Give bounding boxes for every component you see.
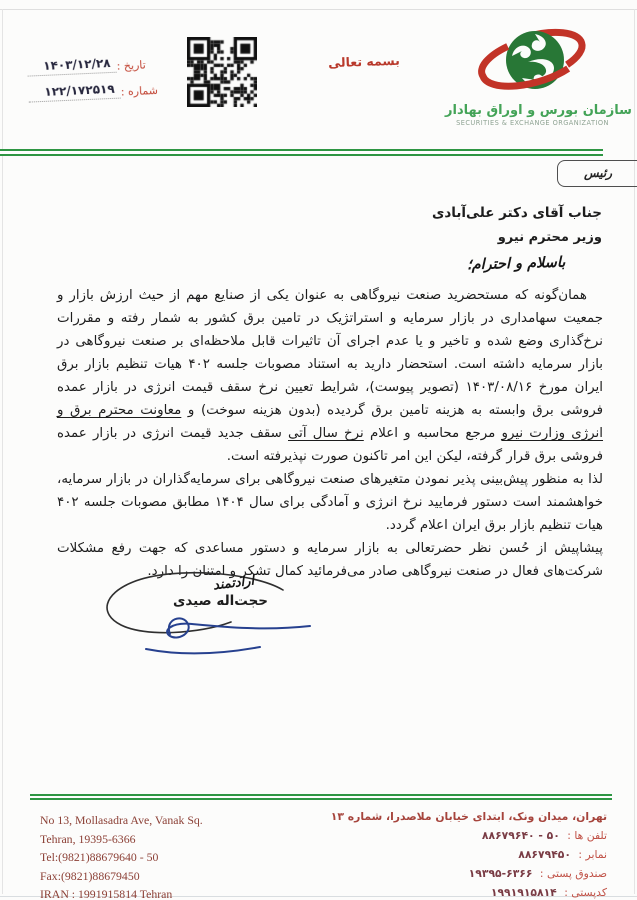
footer-divider-line [30,794,612,800]
fax-label: نمابر : [578,848,607,861]
footer-address-en [40,811,203,900]
signatory-name: حجت‌اله صیدی [172,593,269,609]
paragraph-3: پیشاپیش از حُسن نظر حضرتعالی به بازار سرمایه و دستور مساعدی که جهت رفع مشکلات شرکت‌های فعال در صنعت نیروگاهی صادر می‌فرمائید کمال تشکر و امتنان را دارد. [57,541,603,579]
pobox-label: صندوق پستی : [539,867,607,880]
number-row [28,78,194,102]
footer-fa-phones [331,826,607,845]
date-value: ۱۴۰۳/۱۲/۲۸ [27,56,117,77]
p1-text-b: مرجع محاسبه و اعلام [363,426,502,441]
date-row [27,52,193,76]
qr-code [187,37,257,107]
position-badge-label: رئیس [584,165,613,180]
date-label: تاریخ : [116,58,147,73]
salutation-script: باسلام و احترام؛ [466,254,566,274]
postalcode-value: ۱۹۹۱۹۱۵۸۱۴ [490,886,557,899]
position-badge [557,160,637,187]
postalcode-label: کدپستی : [564,886,607,899]
number-label: شماره : [120,83,159,99]
footer-fa-postalcode [331,883,607,900]
footer-en-line: Fax:(9821)88679450 [40,868,140,883]
header-divider-line [0,149,603,156]
p1-underlined-ministry: معاونت محترم برق و انرژی وزارت نیرو [57,403,604,441]
number-value: ۱۲۲/۱۷۲۵۱۹ [28,82,121,103]
phones-label: تلفن ها : [567,829,607,842]
phones-value: ۸۸۶۷۹۶۴۰ - ۵۰ [481,829,560,842]
paragraph-2: لذا به منظور پیش‌بینی پذیر نمودن متغیرهای صنعت نیروگاهی برای سرمایه‌گذاران در بازار سرمایه، خواهشمند است دستور فرمایید نرخ انرژی و آمادگی برای سال ۱۴۰۴ مطابق مصوبات جلسه ۴۰۲ هیات تنظیم بازار برق ایران اعلام گردد. [57,472,603,533]
page-edge-top [0,9,637,10]
globe-orbit-logo-icon [472,22,594,102]
recipient-name: جناب آقای دکتر علی‌آبادی [431,205,602,221]
bismillah-text: بسمه تعالی [327,52,400,71]
footer-fa-fax [331,845,607,864]
footer-fa-pobox [331,864,607,883]
p1-text-a: همان‌گونه که مستحضرید صنعت نیروگاهی به عنوان یکی از صنایع مهم از حیث ارزش بازار و جمعیت سهامداری در بازار سرمایه و استراتژیک در تامین برق کشور به شمار رفته و مقررات نرخ‌گذاری وضع شده و تاخیر و یا عدم اجرای آن تاثیرات قابل ملاحظه‌ای بر صنعت نیروگاهی در بازار سرمایه داشته است. استحضار دارید به استناد مصوبات جلسه ۴۰۲ هیات تنظیم بازار برق ایران مورخ ۱۴۰۳/۰۸/۱۶ (تصویر پیوست)، شرایط تعیین نرخ سقف قیمت انرژی در بازار عمده فروشی برق وابسته به هزینه تامین برق گردیده (بدون هزینه سوخت) و [57,288,604,418]
pobox-value: ۱۹۳۹۵-۶۳۶۶ [468,867,533,880]
footer-en-line: IRAN : 1991915814 Tehran [40,887,173,900]
org-name-fa: سازمان بورس و اوراق بهادار [445,103,632,118]
footer-fa-address: تهران، میدان ونک، ابتدای خیابان ملاصدرا، شماره ۱۳ [330,810,607,823]
fax-value: ۸۸۶۷۹۴۵۰ [518,848,571,861]
paragraph-1 [57,284,603,468]
ink-signature-icon [140,609,330,661]
recipient-block [432,205,602,245]
footer-en-line: Tel:(9821)88679640 - 50 [40,850,159,864]
page-edge-left [2,9,3,894]
recipient-title: وزیر محترم نیرو [497,230,602,245]
letter-body [57,284,603,583]
date-number-stamp [27,52,194,111]
p1-underlined-rate: نرخ سال آتی [288,426,364,441]
signature-closing: ارادتمند [212,573,255,594]
p1-text-c: سقف جدید قیمت انرژی در بازار عمده فروشی برق قرار گرفته، لیکن این امر تاکنون صورت نپذیرفته است. [57,426,603,464]
footer-en-line: No 13, Mollasadra Ave, Vanak Sq. [40,813,203,827]
page-edge-right [634,9,635,894]
footer-address-fa [331,807,607,900]
organization-logo-block [445,22,632,127]
footer-en-line: Tehran, 19395-6366 [40,831,136,846]
org-name-en: SECURITIES & EXCHANGE ORGANIZATION [456,119,609,127]
